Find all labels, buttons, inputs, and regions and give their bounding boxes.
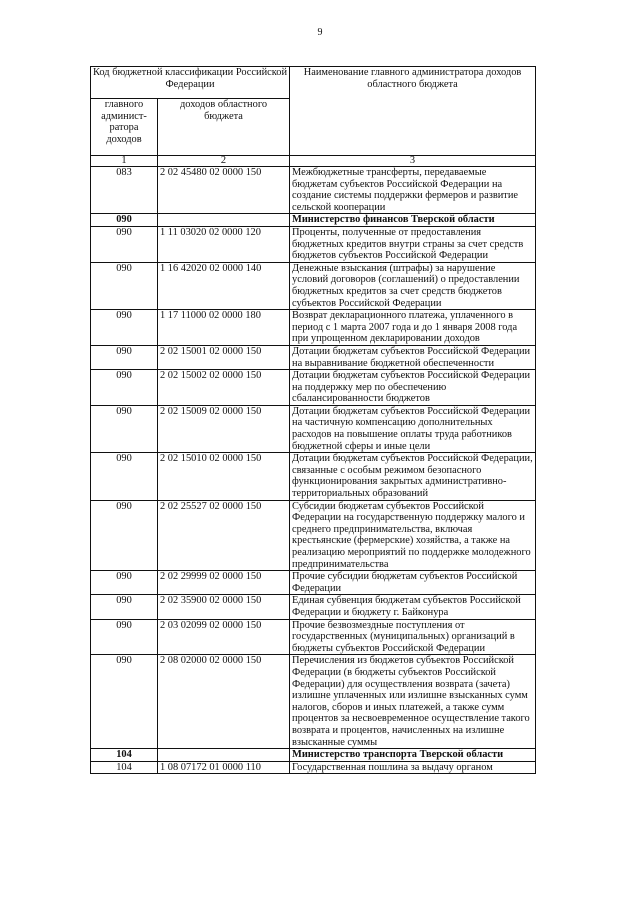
income-code-cell (158, 749, 290, 762)
header-admin: главного админист-ратора доходов (91, 99, 158, 156)
income-name-cell: Дотации бюджетам субъектов Российской Федерации, связанные с особым режимом безопасного функционирования закрытых административно-территориальных образований (290, 453, 536, 500)
column-number: 1 (91, 156, 158, 167)
income-code-cell: 2 02 15009 02 0000 150 (158, 405, 290, 452)
table-row (91, 214, 536, 227)
income-name-cell: Межбюджетные трансферты, передаваемые бюджетам субъектов Российской Федерации на создание системы поддержки фермеров и развитие сельской кооперации (290, 167, 536, 214)
admin-code-cell: 090 (91, 226, 158, 262)
header-kbk: Код бюджетной классификации Российской Федерации (91, 67, 290, 99)
table-row (91, 655, 536, 749)
income-code-cell: 2 03 02099 02 0000 150 (158, 619, 290, 655)
income-name-cell: Государственная пошлина за выдачу органом (290, 761, 536, 774)
income-name-cell: Дотации бюджетам субъектов Российской Федерации на выравнивание бюджетной обеспеченности (290, 345, 536, 369)
header-name: Наименование главного администратора доходов областного бюджета (290, 67, 536, 156)
income-code-cell: 1 11 03020 02 0000 120 (158, 226, 290, 262)
income-code-cell: 2 02 35900 02 0000 150 (158, 595, 290, 619)
table-row (91, 453, 536, 500)
income-name-cell: Министерство транспорта Тверской области (290, 749, 536, 762)
table-row (91, 310, 536, 346)
income-code-cell: 2 02 45480 02 0000 150 (158, 167, 290, 214)
admin-code-cell: 090 (91, 405, 158, 452)
income-name-cell: Дотации бюджетам субъектов Российской Федерации на поддержку мер по обеспечению сбалансированности бюджетов (290, 370, 536, 406)
admin-code-cell: 090 (91, 595, 158, 619)
income-name-cell: Проценты, полученные от предоставления бюджетных кредитов внутри страны за счет средств бюджетов субъектов Российской Федерации (290, 226, 536, 262)
table-row (91, 167, 536, 214)
table-row (91, 262, 536, 309)
column-number: 2 (158, 156, 290, 167)
income-name-cell: Прочие субсидии бюджетам субъектов Российской Федерации (290, 571, 536, 595)
column-number: 3 (290, 156, 536, 167)
table-row (91, 370, 536, 406)
page-number: 9 (317, 27, 323, 38)
table-row (91, 761, 536, 774)
income-name-cell: Перечисления из бюджетов субъектов Российской Федерации (в бюджеты субъектов Российской Федерации) для осуществления возврата (зачета) излишне уплаченных или излишне взысканных сумм налогов, сборов и иных платежей, а также сумм процентов за несвоевременное осуществление такого возврата и процентов, начисленных на излишне взысканные суммы (290, 655, 536, 749)
table-row (91, 595, 536, 619)
income-code-cell: 1 17 11000 02 0000 180 (158, 310, 290, 346)
revenue-administrators-table (90, 66, 536, 774)
admin-code-cell: 090 (91, 571, 158, 595)
income-code-cell: 2 02 15002 02 0000 150 (158, 370, 290, 406)
income-code-cell: 2 02 15010 02 0000 150 (158, 453, 290, 500)
income-name-cell: Возврат декларационного платежа, уплаченного в период с 1 марта 2007 года и до 1 января 2008 года при упрощенном декларировании доходов (290, 310, 536, 346)
table-row (91, 405, 536, 452)
income-code-cell: 1 16 42020 02 0000 140 (158, 262, 290, 309)
income-code-cell: 2 02 15001 02 0000 150 (158, 345, 290, 369)
table-row (91, 749, 536, 762)
income-name-cell: Денежные взыскания (штрафы) за нарушение условий договоров (соглашений) о предоставлении бюджетных кредитов за счет средств бюджетов субъектов Российской Федерации (290, 262, 536, 309)
table-body (91, 167, 536, 774)
admin-code-cell: 090 (91, 370, 158, 406)
admin-code-cell: 090 (91, 655, 158, 749)
admin-code-cell: 090 (91, 214, 158, 227)
income-name-cell: Субсидии бюджетам субъектов Российской Федерации на государственную поддержку малого и среднего предпринимательства, включая крестьянские (фермерские) хозяйства, а также на реализацию мероприятий по поддержке молодежного предпринимательства (290, 500, 536, 571)
admin-code-cell: 090 (91, 500, 158, 571)
income-name-cell: Дотации бюджетам субъектов Российской Федерации на частичную компенсацию дополнительных расходов на повышение оплаты труда работников бюджетной сферы и иные цели (290, 405, 536, 452)
table-row (91, 226, 536, 262)
income-code-cell: 2 08 02000 02 0000 150 (158, 655, 290, 749)
admin-code-cell: 104 (91, 761, 158, 774)
table-row (91, 500, 536, 571)
income-name-cell: Прочие безвозмездные поступления от государственных (муниципальных) организаций в бюджеты субъектов Российской Федерации (290, 619, 536, 655)
admin-code-cell: 090 (91, 619, 158, 655)
admin-code-cell: 090 (91, 453, 158, 500)
table-row (91, 619, 536, 655)
admin-code-cell: 090 (91, 262, 158, 309)
income-code-cell (158, 214, 290, 227)
income-code-cell: 2 02 25527 02 0000 150 (158, 500, 290, 571)
admin-code-cell: 090 (91, 345, 158, 369)
table-row (91, 345, 536, 369)
admin-code-cell: 090 (91, 310, 158, 346)
admin-code-cell: 104 (91, 749, 158, 762)
header-income: доходов областного бюджета (158, 99, 290, 156)
income-name-cell: Министерство финансов Тверской области (290, 214, 536, 227)
income-code-cell: 2 02 29999 02 0000 150 (158, 571, 290, 595)
income-name-cell: Единая субвенция бюджетам субъектов Российской Федерации и бюджету г. Байконура (290, 595, 536, 619)
admin-code-cell: 083 (91, 167, 158, 214)
table-row (91, 571, 536, 595)
income-code-cell: 1 08 07172 01 0000 110 (158, 761, 290, 774)
